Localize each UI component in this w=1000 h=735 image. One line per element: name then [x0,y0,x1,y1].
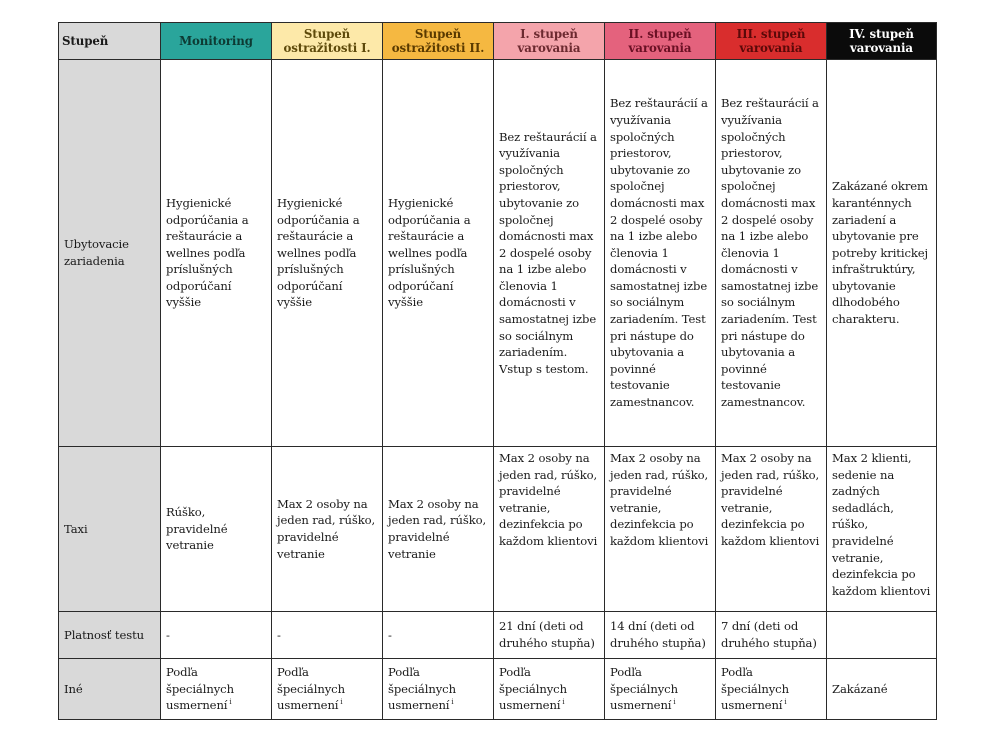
header-varovanie-2: II. stupeň varovania [605,23,716,60]
row-label: Taxi [59,447,161,612]
table-cell: Max 2 osoby na jeden rad, rúško, pravidelné vetranie, dezinfekcia po každom klientovi [716,447,827,612]
footnote-marker: i [451,698,454,707]
table-cell [827,612,937,659]
table-cell: Max 2 klienti, sedenie na zadných sedadlách, rúško, pravidelné vetranie, dezinfekcia po každom klientovi [827,447,937,612]
table-cell: Zakázané [827,659,937,720]
table-cell: - [383,612,494,659]
cell-text: Podľa špeciálnych usmernení [388,665,456,713]
row-label: Ubytovacie zariadenia [59,60,161,447]
table-cell: Bez reštaurácií a využívania spoločných priestorov, ubytovanie zo spoločnej domácnosti max 2 dospelé osoby na 1 izbe alebo členovia 1 domácnosti v samostatnej izbe so sociálnym zariadením. Test pri nástupe do ubytovania a povinné testovanie zamestnancov. [605,60,716,447]
header-row [59,23,937,60]
cell-text: Podľa špeciálnych usmernení [166,665,234,713]
table-cell: 7 dní (deti od druhého stupňa) [716,612,827,659]
table-cell [494,659,605,720]
row-taxi [59,447,937,612]
table-cell: Max 2 osoby na jeden rad, rúško, pravidelné vetranie [272,447,383,612]
table-cell: Max 2 osoby na jeden rad, rúško, pravidelné vetranie, dezinfekcia po každom klientovi [494,447,605,612]
table-cell: Zakázané okrem karanténnych zariadení a ubytovanie pre potreby kritickej infraštruktúry, ubytovanie dlhodobého charakteru. [827,60,937,447]
table-cell [716,659,827,720]
footnote-marker: i [784,698,787,707]
table-cell: Rúško, pravidelné vetranie [161,447,272,612]
row-label: Platnosť testu [59,612,161,659]
table-cell: Hygienické odporúčania a reštaurácie a wellnes podľa príslušných odporúčaní vyššie [383,60,494,447]
row-ubytovacie-zariadenia [59,60,937,447]
table-cell: 21 dní (deti od druhého stupňa) [494,612,605,659]
table-cell: Bez reštaurácií a využívania spoločných priestorov, ubytovanie zo spoločnej domácnosti max 2 dospelé osoby na 1 izbe alebo členovia 1 domácnosti v samostatnej izbe so sociálnym zariadením. Vstup s testom. [494,60,605,447]
table-cell: - [161,612,272,659]
table-cell: 14 dní (deti od druhého stupňa) [605,612,716,659]
table-cell: Hygienické odporúčania a reštaurácie a wellnes podľa príslušných odporúčaní vyššie [272,60,383,447]
table-cell: Max 2 osoby na jeden rad, rúško, pravidelné vetranie, dezinfekcia po každom klientovi [605,447,716,612]
measures-table [58,22,937,720]
table-cell: - [272,612,383,659]
table-cell: Hygienické odporúčania a reštaurácie a wellnes podľa príslušných odporúčaní vyššie [161,60,272,447]
header-ostrazitost-1: Stupeň ostražitosti I. [272,23,383,60]
row-ine [59,659,937,720]
cell-text: Podľa špeciálnych usmernení [499,665,567,713]
footnote-marker: i [562,698,565,707]
header-stupen: Stupeň [59,23,161,60]
header-varovanie-1: I. stupeň varovania [494,23,605,60]
table-cell: Max 2 osoby na jeden rad, rúško, pravidelné vetranie [383,447,494,612]
footnote-marker: i [229,698,232,707]
cell-text: Podľa špeciálnych usmernení [721,665,789,713]
header-ostrazitost-2: Stupeň ostražitosti II. [383,23,494,60]
table-cell [272,659,383,720]
row-platnost-testu [59,612,937,659]
table-cell [161,659,272,720]
cell-text: Podľa špeciálnych usmernení [610,665,678,713]
table-cell: Bez reštaurácií a využívania spoločných priestorov, ubytovanie zo spoločnej domácnosti max 2 dospelé osoby na 1 izbe alebo členovia 1 domácnosti v samostatnej izbe so sociálnym zariadením. Test pri nástupe do ubytovania a povinné testovanie zamestnancov. [716,60,827,447]
header-monitoring: Monitoring [161,23,272,60]
footnote-marker: i [340,698,343,707]
footnote-marker: i [673,698,676,707]
row-label: Iné [59,659,161,720]
cell-text: Podľa špeciálnych usmernení [277,665,345,713]
table-cell [383,659,494,720]
header-varovanie-3: III. stupeň varovania [716,23,827,60]
table-cell [605,659,716,720]
header-varovanie-4: IV. stupeň varovania [827,23,937,60]
